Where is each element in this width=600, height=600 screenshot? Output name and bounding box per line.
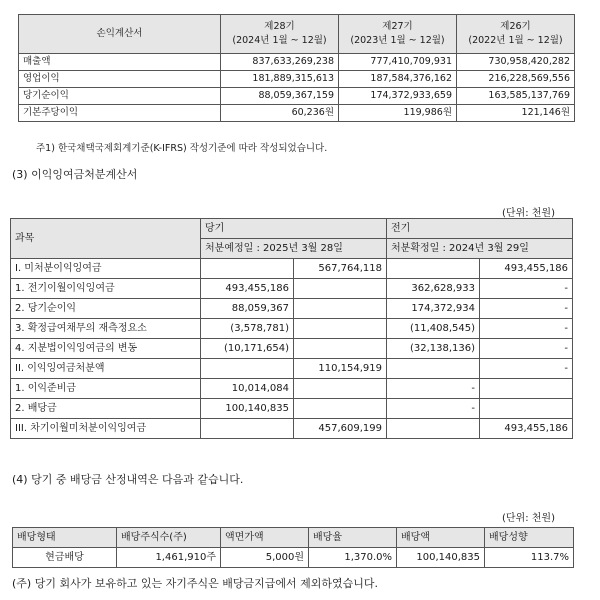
cell-value [294, 299, 387, 319]
cell-value: - [387, 399, 480, 419]
row-label: 당기순이익 [19, 88, 221, 105]
cell-value: 121,146원 [457, 105, 575, 122]
cell-value: - [387, 379, 480, 399]
cell-value [294, 279, 387, 299]
table-row [11, 299, 573, 319]
table-row [13, 548, 574, 568]
row-label: II. 이익잉여금처분액 [11, 359, 201, 379]
table-row [19, 54, 575, 71]
row-label: I. 미처분이익잉여금 [11, 259, 201, 279]
cell-value: 174,372,934 [387, 299, 480, 319]
row-label: 기본주당이익 [19, 105, 221, 122]
cell-value: 493,455,186 [480, 259, 573, 279]
income-header-period: 제26기 (2022년 1월 ~ 12월) [457, 15, 575, 54]
cell-value: 10,014,084 [201, 379, 294, 399]
cell-value: 493,455,186 [480, 419, 573, 439]
row-label: 2. 배당금 [11, 399, 201, 419]
table-row [11, 319, 573, 339]
dividend-footnote: (주) 당기 회사가 보유하고 있는 자기주식은 배당금지급에서 제외하였습니다. [12, 577, 378, 590]
row-label: 1. 이익준비금 [11, 379, 201, 399]
header-dividend-type: 배당형태 [13, 528, 117, 548]
cell-value [387, 419, 480, 439]
row-label: 4. 지분법이익잉여금의 변동 [11, 339, 201, 359]
header-current-date: 처분예정일 : 2025년 3월 28일 [201, 239, 387, 259]
section-title-retained-earnings: (3) 이익잉여금처분계산서 [12, 168, 138, 181]
header-dividend-amount: 배당액 [397, 528, 485, 548]
cell-value: - [480, 279, 573, 299]
row-label: 매출액 [19, 54, 221, 71]
cell-value: 1,461,910주 [117, 548, 221, 568]
cell-value [294, 379, 387, 399]
cell-value: - [480, 339, 573, 359]
header-payout-ratio: 배당성향 [485, 528, 574, 548]
cell-value [387, 259, 480, 279]
table-row [11, 359, 573, 379]
cell-value: 493,455,186 [201, 279, 294, 299]
section-title-dividend: (4) 당기 중 배당금 산정내역은 다음과 같습니다. [12, 473, 244, 486]
income-statement-table [18, 14, 575, 122]
unit-label: (단위: 천원) [502, 513, 555, 524]
table-row [11, 259, 573, 279]
cell-value [201, 259, 294, 279]
table-row [11, 339, 573, 359]
dividend-table [12, 527, 574, 568]
header-dividend-rate: 배당율 [309, 528, 397, 548]
header-current: 당기 [201, 219, 387, 239]
cell-value: - [480, 299, 573, 319]
cell-value: 5,000원 [221, 548, 309, 568]
table-row [11, 379, 573, 399]
cell-value: (10,171,654) [201, 339, 294, 359]
cell-value: 567,764,118 [294, 259, 387, 279]
row-label: 3. 확정급여채무의 재측정요소 [11, 319, 201, 339]
cell-value: 362,628,933 [387, 279, 480, 299]
cell-value: (32,138,136) [387, 339, 480, 359]
cell-value: 119,986원 [339, 105, 457, 122]
row-label: 2. 당기순이익 [11, 299, 201, 319]
cell-value: (3,578,781) [201, 319, 294, 339]
cell-value: 837,633,269,238 [221, 54, 339, 71]
cell-value [294, 319, 387, 339]
header-dividend-shares: 배당주식수(주) [117, 528, 221, 548]
cell-value: 60,236원 [221, 105, 339, 122]
cell-value: 110,154,919 [294, 359, 387, 379]
retained-header-row [11, 219, 573, 239]
cell-value: (11,408,545) [387, 319, 480, 339]
row-label: 1. 전기이월이익잉여금 [11, 279, 201, 299]
cell-value: 100,140,835 [397, 548, 485, 568]
cell-value: 181,889,315,613 [221, 71, 339, 88]
table-row [19, 71, 575, 88]
cell-value: 88,059,367 [201, 299, 294, 319]
cell-value: 현금배당 [13, 548, 117, 568]
cell-value [480, 399, 573, 419]
cell-value: 100,140,835 [201, 399, 294, 419]
cell-value: 777,410,709,931 [339, 54, 457, 71]
table-row [19, 105, 575, 122]
cell-value [387, 359, 480, 379]
table-row [11, 419, 573, 439]
income-header-period: 제28기 (2024년 1월 ~ 12월) [221, 15, 339, 54]
row-label: 영업이익 [19, 71, 221, 88]
cell-value: 730,958,420,282 [457, 54, 575, 71]
cell-value [480, 379, 573, 399]
cell-value [294, 339, 387, 359]
income-header-item: 손익계산서 [19, 15, 221, 54]
cell-value: 1,370.0% [309, 548, 397, 568]
table-row [19, 88, 575, 105]
income-header-row [19, 15, 575, 54]
cell-value: 216,228,569,556 [457, 71, 575, 88]
income-header-period: 제27기 (2023년 1월 ~ 12월) [339, 15, 457, 54]
header-prior: 전기 [387, 219, 573, 239]
cell-value: 88,059,367,159 [221, 88, 339, 105]
cell-value: - [480, 319, 573, 339]
cell-value: 174,372,933,659 [339, 88, 457, 105]
cell-value: 113.7% [485, 548, 574, 568]
dividend-header-row [13, 528, 574, 548]
cell-value [201, 419, 294, 439]
header-par-value: 액면가액 [221, 528, 309, 548]
cell-value: 187,584,376,162 [339, 71, 457, 88]
cell-value [201, 359, 294, 379]
table-row [11, 399, 573, 419]
row-label: III. 차기이월미처분이익잉여금 [11, 419, 201, 439]
cell-value [294, 399, 387, 419]
income-footnote: 주1) 한국채택국제회계기준(K-IFRS) 작성기준에 따라 작성되었습니다. [36, 143, 328, 154]
table-row [11, 279, 573, 299]
unit-label: (단위: 천원) [502, 208, 555, 219]
cell-value: - [480, 359, 573, 379]
retained-earnings-table [10, 218, 573, 439]
cell-value: 163,585,137,769 [457, 88, 575, 105]
header-prior-date: 처분확정일 : 2024년 3월 29일 [387, 239, 573, 259]
header-item: 과목 [11, 219, 201, 259]
cell-value: 457,609,199 [294, 419, 387, 439]
